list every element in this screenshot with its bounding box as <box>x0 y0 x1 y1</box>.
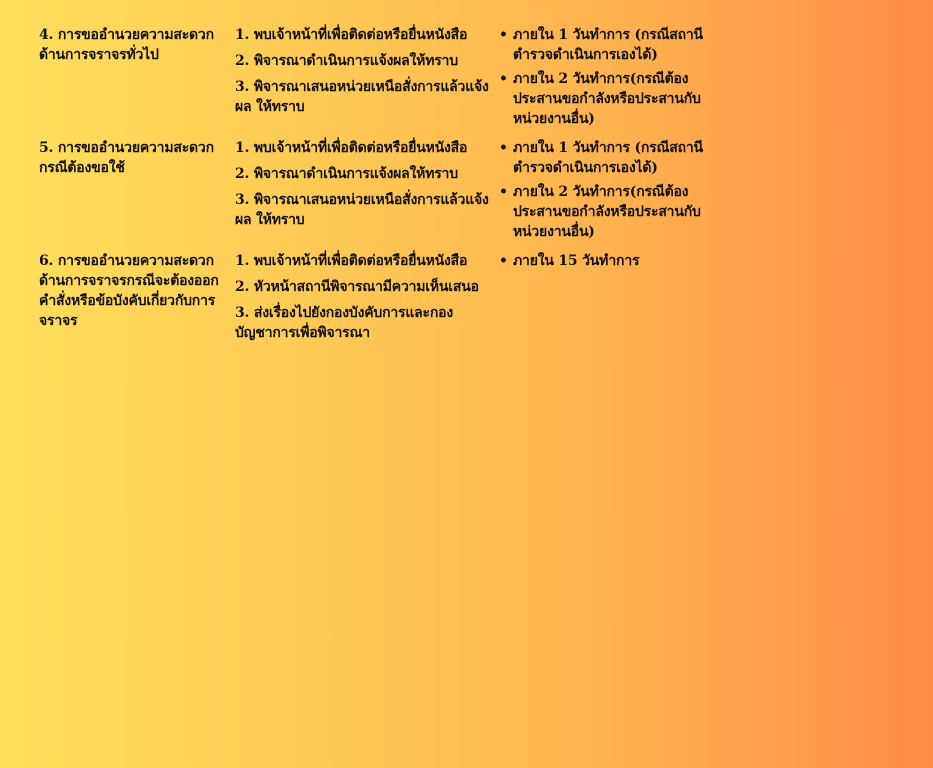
steps-cell <box>235 22 497 117</box>
duration-cell <box>497 22 729 129</box>
procedure-step: 2. พิจารณาดำเนินการแจ้งผลให้ทราบ <box>235 166 458 182</box>
duration-cell <box>497 248 729 271</box>
procedure-step: 1. พบเจ้าหน้าที่เพื่อติดต่อหรือยื่นหนังสือ <box>235 140 468 156</box>
duration-list <box>497 251 729 271</box>
service-procedure-table <box>39 22 729 343</box>
service-cell <box>39 248 235 331</box>
steps-cell <box>235 248 497 343</box>
service-title: 6. การขออำนวยความสะดวกด้านการจราจรกรณีจะต้องออกคำสั่งหรือข้อบังคับเกี่ยวกับการจราจร <box>39 253 219 329</box>
procedure-step: 1. พบเจ้าหน้าที่เพื่อติดต่อหรือยื่นหนังสือ <box>235 253 468 269</box>
duration-cell <box>497 135 729 242</box>
duration-item: • ภายใน 1 วันทำการ (กรณีสถานีตำรวจดำเนินการเองได้) <box>497 138 729 178</box>
service-title: 4. การขออำนวยความสะดวกด้านการจราจรทั่วไป <box>39 27 214 63</box>
duration-item: • ภายใน 2 วันทำการ(กรณีต้องประสานขอกำลังหรือประสานกับหน่วยงานอื่น) <box>497 182 729 242</box>
procedure-step: 3. พิจารณาเสนอหน่วยเหนือสั่งการแล้วแจ้งผล ให้ทราบ <box>235 79 489 115</box>
procedure-step: 3. ส่งเรื่องไปยังกองบังคับการและกองบัญชาการเพื่อพิจารณา <box>235 305 453 341</box>
procedure-step: 2. พิจารณาดำเนินการแจ้งผลให้ทราบ <box>235 53 458 69</box>
service-cell <box>39 22 235 65</box>
service-row-5 <box>39 135 729 242</box>
duration-list <box>497 25 729 129</box>
duration-item: • ภายใน 15 วันทำการ <box>497 251 729 271</box>
procedure-step: 2. หัวหน้าสถานีพิจารณามีความเห็นเสนอ <box>235 279 479 295</box>
service-row-6 <box>39 248 729 343</box>
steps-cell <box>235 135 497 230</box>
procedure-step: 3. พิจารณาเสนอหน่วยเหนือสั่งการแล้วแจ้งผล ให้ทราบ <box>235 192 489 228</box>
service-title: 5. การขออำนวยความสะดวกกรณีต้องขอใช้ <box>39 140 214 176</box>
duration-list <box>497 138 729 242</box>
service-row-4 <box>39 22 729 129</box>
service-cell <box>39 135 235 178</box>
duration-item: • ภายใน 2 วันทำการ(กรณีต้องประสานขอกำลังหรือประสานกับหน่วยงานอื่น) <box>497 69 729 129</box>
duration-item: • ภายใน 1 วันทำการ (กรณีสถานีตำรวจดำเนินการเองได้) <box>497 25 729 65</box>
procedure-step: 1. พบเจ้าหน้าที่เพื่อติดต่อหรือยื่นหนังสือ <box>235 27 468 43</box>
